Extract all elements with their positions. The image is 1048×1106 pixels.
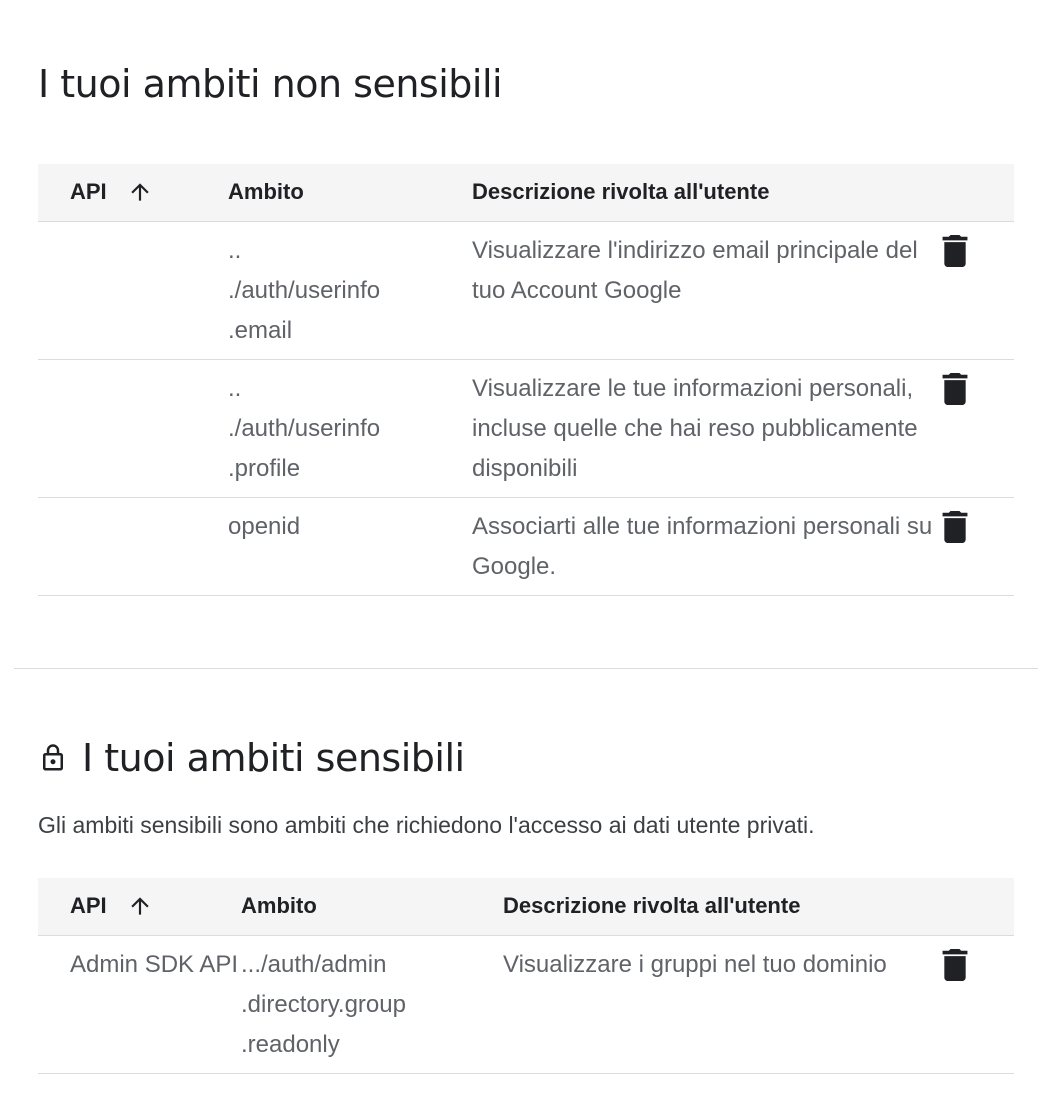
scope-cell: [228, 221, 472, 359]
table-row: [38, 221, 1014, 359]
api-cell: [38, 359, 228, 497]
description-cell: Visualizzare l'indirizzo email principale del tuo Account Google: [472, 221, 942, 359]
api-column-header[interactable]: [38, 878, 241, 935]
actions-column-header: [942, 878, 1014, 935]
scope-line: ..: [228, 236, 242, 264]
api-cell: Admin SDK API: [38, 935, 241, 1073]
scope-line: openid: [228, 512, 301, 540]
description-column-header: Descrizione rivolta all'utente: [472, 164, 942, 221]
trash-icon[interactable]: [942, 373, 968, 405]
description-cell: Visualizzare le tue informazioni personali, incluse quelle che hai reso pubblicamente disponibili: [472, 359, 942, 497]
lock-icon: [38, 741, 68, 775]
description-column-header: Descrizione rivolta all'utente: [503, 878, 942, 935]
description-cell: Visualizzare i gruppi nel tuo dominio: [503, 935, 942, 1073]
sensitive-scopes-subtitle: Gli ambiti sensibili sono ambiti che richiedono l'accesso ai dati utente privati.: [38, 812, 815, 838]
scope-line: .profile: [228, 454, 301, 482]
non-sensitive-scopes-table: [38, 164, 1014, 596]
scope-line: ./auth/userinfo: [228, 276, 381, 304]
scope-cell: [228, 497, 472, 595]
scope-column-header: Ambito: [228, 164, 472, 221]
api-header-label: API: [70, 893, 107, 919]
scope-cell: [241, 935, 503, 1073]
scope-cell: [228, 359, 472, 497]
description-cell: Associarti alle tue informazioni personali su Google.: [472, 497, 942, 595]
actions-cell: [942, 935, 1014, 1073]
non-sensitive-scopes-title: I tuoi ambiti non sensibili: [38, 62, 503, 106]
scope-line: .readonly: [241, 1030, 340, 1058]
arrow-up-icon[interactable]: [127, 178, 153, 206]
actions-cell: [942, 497, 1014, 595]
section-divider: [14, 668, 1038, 669]
trash-icon[interactable]: [942, 949, 968, 981]
scope-line: ./auth/userinfo: [228, 414, 381, 442]
api-cell: [38, 497, 228, 595]
sensitive-scopes-heading: [38, 736, 465, 780]
table-header-row: [38, 878, 1014, 935]
trash-icon[interactable]: [942, 235, 968, 267]
sensitive-scopes-title: I tuoi ambiti sensibili: [82, 736, 465, 780]
api-cell: [38, 221, 228, 359]
table-row: [38, 935, 1014, 1073]
scope-line: .../auth/admin: [241, 950, 387, 978]
actions-cell: [942, 359, 1014, 497]
sensitive-scopes-table: [38, 878, 1014, 1074]
table-row: [38, 359, 1014, 497]
scope-line: .email: [228, 316, 293, 344]
actions-cell: [942, 221, 1014, 359]
actions-column-header: [942, 164, 1014, 221]
api-header-label: API: [70, 179, 107, 205]
scope-line: ..: [228, 374, 242, 402]
arrow-up-icon[interactable]: [127, 892, 153, 920]
scope-column-header: Ambito: [241, 878, 503, 935]
non-sensitive-scopes-table-container: [38, 164, 1014, 596]
trash-icon[interactable]: [942, 511, 968, 543]
scope-line: .directory.group: [241, 990, 406, 1018]
api-column-header[interactable]: [38, 164, 228, 221]
table-row: [38, 497, 1014, 595]
table-header-row: [38, 164, 1014, 221]
sensitive-scopes-table-container: [38, 878, 1014, 1074]
